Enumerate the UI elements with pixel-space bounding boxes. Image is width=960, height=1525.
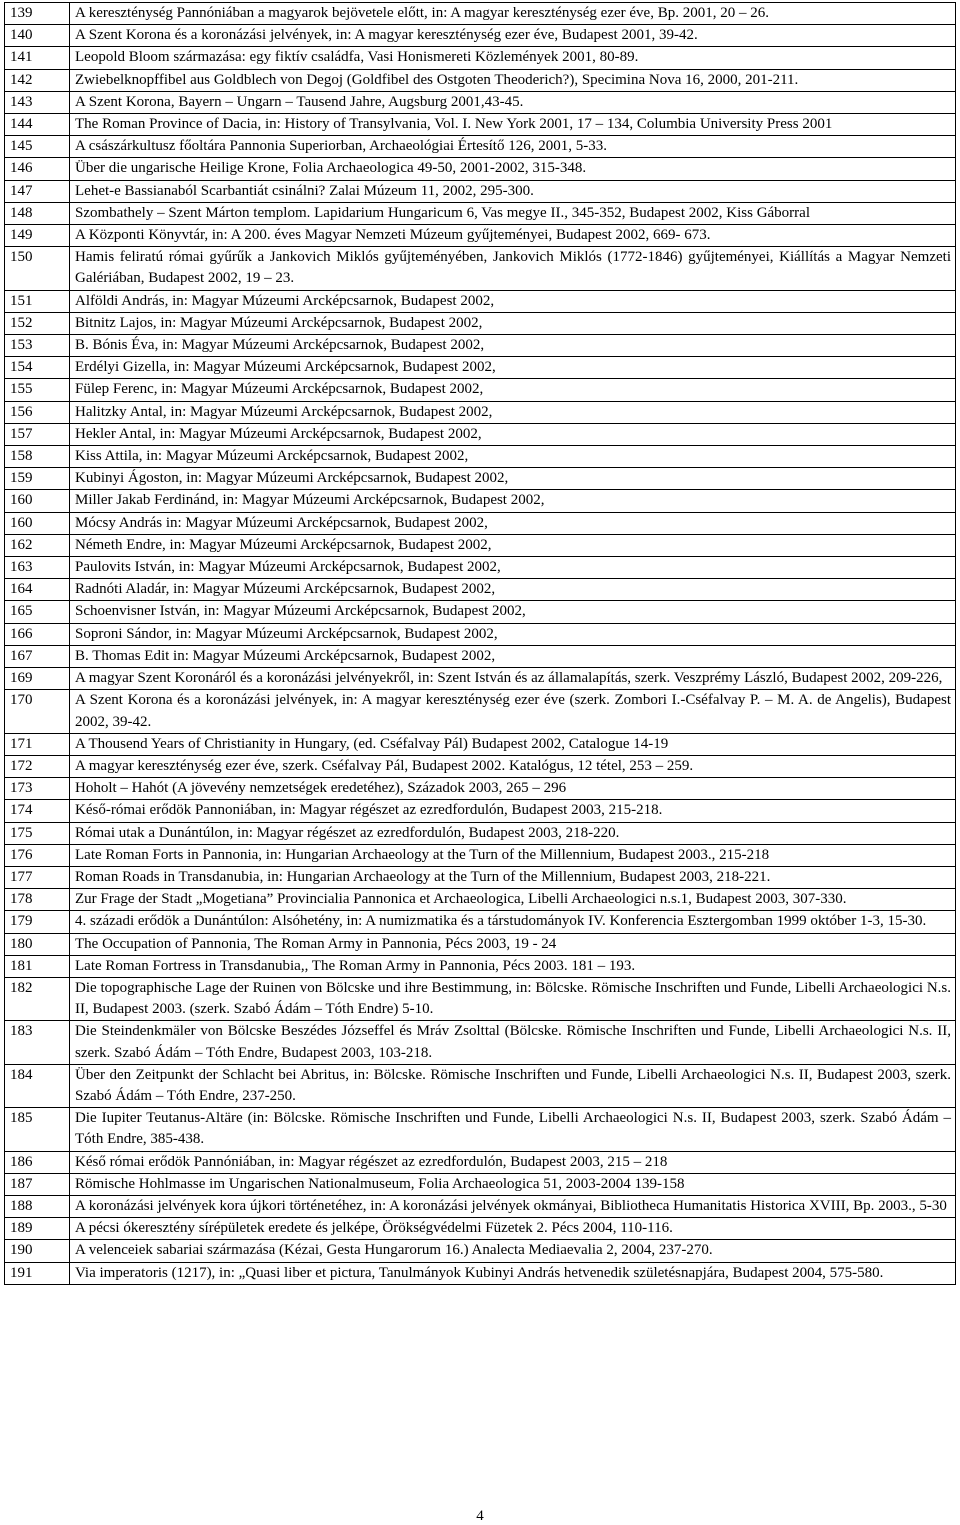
entry-number: 156	[5, 401, 70, 423]
entry-citation: A koronázási jelvények kora újkori történetéhez, in: A koronázási jelvények okmányai, Bibliotheca Humanitatis Historica XVIII, Bp. 2003., 5-30	[70, 1195, 956, 1217]
entry-citation: Szombathely – Szent Márton templom. Lapidarium Hungaricum 6, Vas megye II., 345-352, Budapest 2002, Kiss Gáborral	[70, 202, 956, 224]
entry-citation: A velenceiek sabariai származása (Kézai, Gesta Hungarorum 16.) Analecta Mediaevalia 2, 2004, 237-270.	[70, 1240, 956, 1262]
entry-citation: The Occupation of Pannonia, The Roman Army in Pannonia, Pécs 2003, 19 - 24	[70, 933, 956, 955]
entry-citation: Hekler Antal, in: Magyar Múzeumi Arcképcsarnok, Budapest 2002,	[70, 423, 956, 445]
table-row	[5, 1218, 956, 1240]
table-row	[5, 1151, 956, 1173]
table-row	[5, 114, 956, 136]
entry-citation: Leopold Bloom származása: egy fiktív családfa, Vasi Honismereti Közlemények 2001, 80-89.	[70, 47, 956, 69]
table-row	[5, 247, 956, 290]
entry-number: 147	[5, 180, 70, 202]
entry-number: 146	[5, 158, 70, 180]
table-row	[5, 312, 956, 334]
entry-number: 155	[5, 379, 70, 401]
entry-citation: Késő római erődök Pannóniában, in: Magyar régészet az ezredfordulón, Budapest 2003, 215 – 218	[70, 1151, 956, 1173]
entry-citation: Alföldi András, in: Magyar Múzeumi Arcképcsarnok, Budapest 2002,	[70, 290, 956, 312]
table-row	[5, 822, 956, 844]
entry-citation: Via imperatoris (1217), in: „Quasi liber et pictura, Tanulmányok Kubinyi András hetvenedik születésnapjára, Budapest 2004, 575-580.	[70, 1262, 956, 1284]
table-row	[5, 1240, 956, 1262]
table-row	[5, 844, 956, 866]
entry-citation: 4. századi erődök a Dunántúlon: Alsóhetény, in: A numizmatika és a társtudományok IV. Konferencia Esztergomban 1999 október 1-3, 15-30.	[70, 911, 956, 933]
table-row	[5, 557, 956, 579]
entry-citation: Roman Roads in Transdanubia, in: Hungarian Archaeology at the Turn of the Millennium, Budapest 2003, 218-221.	[70, 866, 956, 888]
entry-citation: Miller Jakab Ferdinánd, in: Magyar Múzeumi Arcképcsarnok, Budapest 2002,	[70, 490, 956, 512]
entry-citation: A Szent Korona, Bayern – Ungarn – Tausend Jahre, Augsburg 2001,43-45.	[70, 91, 956, 113]
entry-citation: Paulovits István, in: Magyar Múzeumi Arcképcsarnok, Budapest 2002,	[70, 557, 956, 579]
entry-number: 160	[5, 490, 70, 512]
entry-citation: A Szent Korona és a koronázási jelvények, in: A magyar kereszténység ezer éve, Budapest 2001, 39-42.	[70, 25, 956, 47]
entry-citation: A pécsi ókeresztény sírépületek eredete és jelképe, Örökségvédelmi Füzetek 2. Pécs 2004, 110-116.	[70, 1218, 956, 1240]
entry-number: 186	[5, 1151, 70, 1173]
entry-citation: Erdélyi Gizella, in: Magyar Múzeumi Arcképcsarnok, Budapest 2002,	[70, 357, 956, 379]
entry-citation: Németh Endre, in: Magyar Múzeumi Arcképcsarnok, Budapest 2002,	[70, 534, 956, 556]
entry-number: 177	[5, 866, 70, 888]
table-row	[5, 69, 956, 91]
table-row	[5, 290, 956, 312]
entry-number: 171	[5, 733, 70, 755]
entry-citation: Soproni Sándor, in: Magyar Múzeumi Arcképcsarnok, Budapest 2002,	[70, 623, 956, 645]
table-row	[5, 158, 956, 180]
entry-number: 172	[5, 755, 70, 777]
page-number: 4	[476, 1508, 484, 1524]
table-row	[5, 3, 956, 25]
entry-number: 165	[5, 601, 70, 623]
entry-number: 139	[5, 3, 70, 25]
table-row	[5, 911, 956, 933]
entry-citation: Hoholt – Hahót (A jövevény nemzetségek eredetéhez), Századok 2003, 265 – 296	[70, 778, 956, 800]
entry-citation: Radnóti Aladár, in: Magyar Múzeumi Arcképcsarnok, Budapest 2002,	[70, 579, 956, 601]
table-row	[5, 490, 956, 512]
table-row	[5, 379, 956, 401]
table-row	[5, 733, 956, 755]
entry-citation: Die Iupiter Teutanus-Altäre (in: Bölcske. Römische Inschriften und Funde, Libelli Archaeologici N.s. II, Budapest 2003, szerk. Szabó Ádám – Tóth Endre, 385-438.	[70, 1108, 956, 1151]
table-row	[5, 800, 956, 822]
table-row	[5, 645, 956, 667]
table-row	[5, 136, 956, 158]
entry-number: 181	[5, 955, 70, 977]
table-row	[5, 1195, 956, 1217]
entry-citation: B. Thomas Edit in: Magyar Múzeumi Arcképcsarnok, Budapest 2002,	[70, 645, 956, 667]
entry-number: 152	[5, 312, 70, 334]
entry-number: 190	[5, 1240, 70, 1262]
entry-number: 175	[5, 822, 70, 844]
entry-number: 180	[5, 933, 70, 955]
entry-number: 143	[5, 91, 70, 113]
entry-number: 162	[5, 534, 70, 556]
entry-number: 185	[5, 1108, 70, 1151]
entry-citation: A magyar Szent Koronáról és a koronázási jelvényekről, in: Szent István és az államalapítás, szerk. Veszprémy László, Budapest 2002, 209-226,	[70, 668, 956, 690]
entry-number: 178	[5, 889, 70, 911]
entry-number: 191	[5, 1262, 70, 1284]
table-row	[5, 755, 956, 777]
entry-citation: A Központi Könyvtár, in: A 200. éves Magyar Nemzeti Múzeum gyűjteményei, Budapest 2002, 669- 673.	[70, 225, 956, 247]
entry-citation: Die Steindenkmäler von Bölcske Beszédes Józseffel és Mráv Zsolttal (Bölcske. Römische Inschriften und Funde, Libelli Archaeologici N.s. II, szerk. Szabó Ádám – Tóth Endre, Budapest 2003, 103-218.	[70, 1021, 956, 1064]
table-row	[5, 1064, 956, 1107]
table-row	[5, 690, 956, 733]
table-row	[5, 1173, 956, 1195]
entry-number: 153	[5, 335, 70, 357]
entry-number: 170	[5, 690, 70, 733]
table-row	[5, 933, 956, 955]
entry-number: 173	[5, 778, 70, 800]
entry-number: 140	[5, 25, 70, 47]
entry-number: 163	[5, 557, 70, 579]
entry-citation: Über den Zeitpunkt der Schlacht bei Abritus, in: Bölcske. Römische Inschriften und Funde, Libelli Archaeologici N.s. II, Budapest 2003, szerk. Szabó Ádám – Tóth Endre, 237-250.	[70, 1064, 956, 1107]
entry-number: 158	[5, 446, 70, 468]
bibliography-body	[5, 3, 956, 1285]
entry-number: 141	[5, 47, 70, 69]
entry-number: 184	[5, 1064, 70, 1107]
entry-citation: Zur Frage der Stadt „Mogetiana” Provincialia Pannonica et Archaeologica, Libelli Archaeologici n.s.1, Budapest 2003, 307-330.	[70, 889, 956, 911]
table-row	[5, 25, 956, 47]
entry-citation: A Thousend Years of Christianity in Hungary, (ed. Cséfalvay Pál) Budapest 2002, Catalogue 14-19	[70, 733, 956, 755]
table-row	[5, 357, 956, 379]
table-row	[5, 202, 956, 224]
table-row	[5, 1021, 956, 1064]
entry-citation: A magyar kereszténység ezer éve, szerk. Cséfalvay Pál, Budapest 2002. Katalógus, 12 tétel, 253 – 259.	[70, 755, 956, 777]
entry-number: 189	[5, 1218, 70, 1240]
entry-citation: Fülep Ferenc, in: Magyar Múzeumi Arcképcsarnok, Budapest 2002,	[70, 379, 956, 401]
entry-citation: Késő-római erődök Pannoniában, in: Magyar régészet az ezredfordulón, Budapest 2003, 215-218.	[70, 800, 956, 822]
entry-citation: Schoenvisner István, in: Magyar Múzeumi Arcképcsarnok, Budapest 2002,	[70, 601, 956, 623]
entry-number: 188	[5, 1195, 70, 1217]
table-row	[5, 778, 956, 800]
bibliography-table	[4, 2, 956, 1285]
table-row	[5, 601, 956, 623]
table-row	[5, 1262, 956, 1284]
entry-citation: Bitnitz Lajos, in: Magyar Múzeumi Arcképcsarnok, Budapest 2002,	[70, 312, 956, 334]
entry-number: 159	[5, 468, 70, 490]
entry-number: 145	[5, 136, 70, 158]
entry-number: 179	[5, 911, 70, 933]
entry-number: 142	[5, 69, 70, 91]
table-row	[5, 623, 956, 645]
table-row	[5, 180, 956, 202]
entry-number: 148	[5, 202, 70, 224]
entry-number: 174	[5, 800, 70, 822]
entry-citation: Late Roman Fortress in Transdanubia,, The Roman Army in Pannonia, Pécs 2003. 181 – 193.	[70, 955, 956, 977]
entry-number: 149	[5, 225, 70, 247]
entry-citation: Mócsy András in: Magyar Múzeumi Arcképcsarnok, Budapest 2002,	[70, 512, 956, 534]
entry-number: 144	[5, 114, 70, 136]
entry-citation: Halitzky Antal, in: Magyar Múzeumi Arcképcsarnok, Budapest 2002,	[70, 401, 956, 423]
entry-citation: Római utak a Dunántúlon, in: Magyar régészet az ezredfordulón, Budapest 2003, 218-220.	[70, 822, 956, 844]
entry-number: 182	[5, 977, 70, 1020]
table-row	[5, 668, 956, 690]
table-row	[5, 512, 956, 534]
table-row	[5, 446, 956, 468]
table-row	[5, 889, 956, 911]
entry-citation: Kubinyi Ágoston, in: Magyar Múzeumi Arcképcsarnok, Budapest 2002,	[70, 468, 956, 490]
entry-number: 176	[5, 844, 70, 866]
entry-citation: B. Bónis Éva, in: Magyar Múzeumi Arcképcsarnok, Budapest 2002,	[70, 335, 956, 357]
table-row	[5, 91, 956, 113]
table-row	[5, 977, 956, 1020]
table-row	[5, 955, 956, 977]
entry-number: 164	[5, 579, 70, 601]
entry-number: 187	[5, 1173, 70, 1195]
table-row	[5, 468, 956, 490]
entry-number: 169	[5, 668, 70, 690]
table-row	[5, 1108, 956, 1151]
entry-citation: A kereszténység Pannóniában a magyarok bejövetele előtt, in: A magyar kereszténység ezer éve, Bp. 2001, 20 – 26.	[70, 3, 956, 25]
entry-citation: Hamis feliratú római gyűrűk a Jankovich Miklós gyűjteményében, Jankovich Miklós (1772-1846) gyűjteményei, Kiállítás a Magyar Nemzeti Galériában, Budapest 2002, 19 – 23.	[70, 247, 956, 290]
entry-citation: Lehet-e Bassianaból Scarbantiát csinálni? Zalai Múzeum 11, 2002, 295-300.	[70, 180, 956, 202]
entry-number: 151	[5, 290, 70, 312]
entry-number: 160	[5, 512, 70, 534]
table-row	[5, 401, 956, 423]
table-row	[5, 47, 956, 69]
entry-number: 167	[5, 645, 70, 667]
table-row	[5, 579, 956, 601]
entry-number: 154	[5, 357, 70, 379]
table-row	[5, 225, 956, 247]
entry-citation: Die topographische Lage der Ruinen von Bölcske und ihre Bestimmung, in: Bölcske. Römische Inschriften und Funde, Libelli Archaeologici N.s. II, Budapest 2003. (szerk. Szabó Ádám – Tóth Endre) 5-10.	[70, 977, 956, 1020]
entry-number: 166	[5, 623, 70, 645]
entry-citation: Late Roman Forts in Pannonia, in: Hungarian Archaeology at the Turn of the Millennium, Budapest 2003., 215-218	[70, 844, 956, 866]
table-row	[5, 335, 956, 357]
entry-citation: Zwiebelknopffibel aus Goldblech von Degoj (Goldfibel des Ostgoten Theoderich?), Specimina Nova 16, 2000, 201-211.	[70, 69, 956, 91]
entry-citation: A császárkultusz főoltára Pannonia Superiorban, Archaeológiai Értesítő 126, 2001, 5-33.	[70, 136, 956, 158]
entry-number: 183	[5, 1021, 70, 1064]
entry-number: 150	[5, 247, 70, 290]
entry-citation: Kiss Attila, in: Magyar Múzeumi Arcképcsarnok, Budapest 2002,	[70, 446, 956, 468]
entry-citation: Römische Hohlmasse im Ungarischen Nationalmuseum, Folia Archaeologica 51, 2003-2004 139-158	[70, 1173, 956, 1195]
entry-citation: Über die ungarische Heilige Krone, Folia Archaeologica 49-50, 2001-2002, 315-348.	[70, 158, 956, 180]
table-row	[5, 423, 956, 445]
table-row	[5, 534, 956, 556]
entry-citation: A Szent Korona és a koronázási jelvények, in: A magyar kereszténység ezer éve (szerk. Zombori I.-Cséfalvay P. – M. A. de Angelis), Budapest 2002, 39-42.	[70, 690, 956, 733]
entry-number: 157	[5, 423, 70, 445]
entry-citation: The Roman Province of Dacia, in: History of Transylvania, Vol. I. New York 2001, 17 – 134, Columbia University Press 2001	[70, 114, 956, 136]
table-row	[5, 866, 956, 888]
